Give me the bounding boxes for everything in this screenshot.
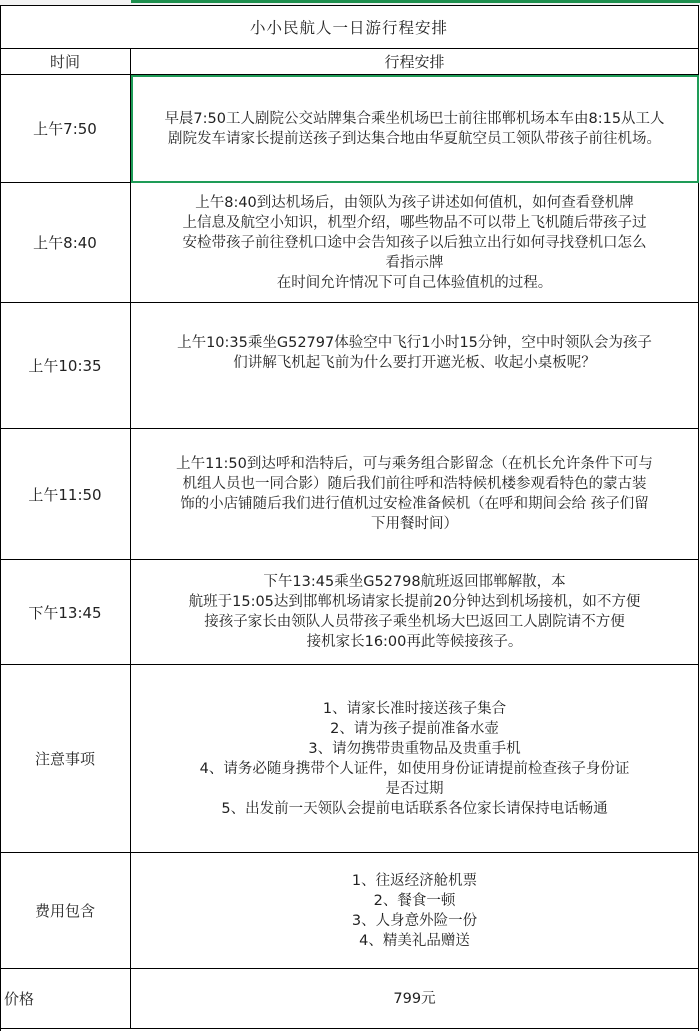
table-row-schedule-cell[interactable] — [131, 303, 699, 429]
price-value-cell[interactable] — [131, 969, 699, 1029]
row-schedule-text: 早晨7:50工人剧院公交站牌集合乘坐机场巴士前往邯郸机场本车由8:15从工人 剧院发车请家长提前送孩子到达集合地由华夏航空员工领队带孩子前往机场。 — [164, 110, 665, 147]
table-row-time-cell[interactable] — [0, 75, 131, 183]
title-cell[interactable] — [0, 5, 699, 49]
row-time: 上午7:50 — [33, 120, 97, 138]
included-text: 1、往返经济舱机票 2、餐食一顿 3、人身意外险一份 4、精美礼品赠送 — [351, 872, 478, 949]
included-content-cell[interactable] — [131, 853, 699, 969]
header-time-cell[interactable] — [0, 49, 131, 75]
notes-label: 注意事项 — [34, 750, 95, 768]
table-row-time-cell[interactable] — [0, 560, 131, 665]
sheet-title: 小小民航人一日游行程安排 — [249, 18, 448, 37]
header-schedule: 行程安排 — [384, 53, 445, 71]
price-label-cell[interactable] — [0, 969, 131, 1029]
table-row-time-cell[interactable] — [0, 303, 131, 429]
row-time: 上午11:50 — [28, 485, 102, 504]
table-row-schedule-cell[interactable] — [131, 183, 699, 303]
table-row-schedule-cell[interactable] — [131, 560, 699, 665]
table-row-schedule-cell-selected[interactable] — [131, 75, 699, 183]
row-schedule-text: 下午13:45乘坐G52798航班返回邯郸解散，本 航班于15:05达到邯郸机场请家长提前20分钟达到机场接机，如不方便 接孩子家长由领队人员带孩子乘坐机场大巴返回工人剧院请不方便 接机家长16:00再此等候接孩子。 — [188, 574, 641, 650]
row-schedule-text: 上午10:35乘坐G52797体验空中飞行1小时15分钟，空中时领队会为孩子 们讲解飞机起飞前为什么要打开遮光板、收起小桌板呢？ — [177, 334, 652, 371]
price-label: 价格 — [4, 990, 35, 1008]
included-label-cell[interactable] — [0, 853, 131, 969]
row-schedule-text: 上午8:40到达机场后，由领队为孩子讲述如何值机，如何查看登机牌 上信息及航空小知识，机型介绍，哪些物品不可以带上飞机随后带孩子过 安检带孩子前往登机口途中会告知孩子以后独立出行如何寻找登机口怎么 看指示牌 在时间允许情况下可自己体验值机的过程。 — [182, 194, 647, 291]
price-value: 799元 — [393, 990, 436, 1007]
table-row-time-cell[interactable] — [0, 183, 131, 303]
header-schedule-cell[interactable] — [131, 49, 699, 75]
notes-text: 1、请家长准时接送孩子集合 2、请为孩子提前准备水壶 3、请勿携带贵重物品及贵重手机 4、请务必随身携带个人证件，如使用身份证请提前检查孩子身份证 是否过期 5、出发前一天领队会提前电话联系各位家长请保持电话畅通 — [199, 700, 630, 817]
notes-content-cell[interactable] — [131, 665, 699, 853]
row-time: 下午13:45 — [28, 603, 102, 622]
header-time: 时间 — [49, 53, 80, 71]
included-label: 费用包含 — [34, 902, 95, 920]
notes-label-cell[interactable] — [0, 665, 131, 853]
row-time: 上午10:35 — [28, 357, 102, 375]
column-selection-indicator — [131, 0, 700, 3]
table-row-schedule-cell[interactable] — [131, 429, 699, 560]
row-schedule-text: 上午11:50到达呼和浩特后，可与乘务组合影留念（在机长允许条件下可与 机组人员也一同合影）随后我们前往呼和浩特候机楼参观看特色的蒙古装 饰的小店铺随后我们进行值机过安检准备候机（在呼和期间会给 孩子们留 下用餐时间） — [176, 456, 653, 532]
table-row-time-cell[interactable] — [0, 429, 131, 560]
row-time: 上午8:40 — [33, 234, 97, 252]
